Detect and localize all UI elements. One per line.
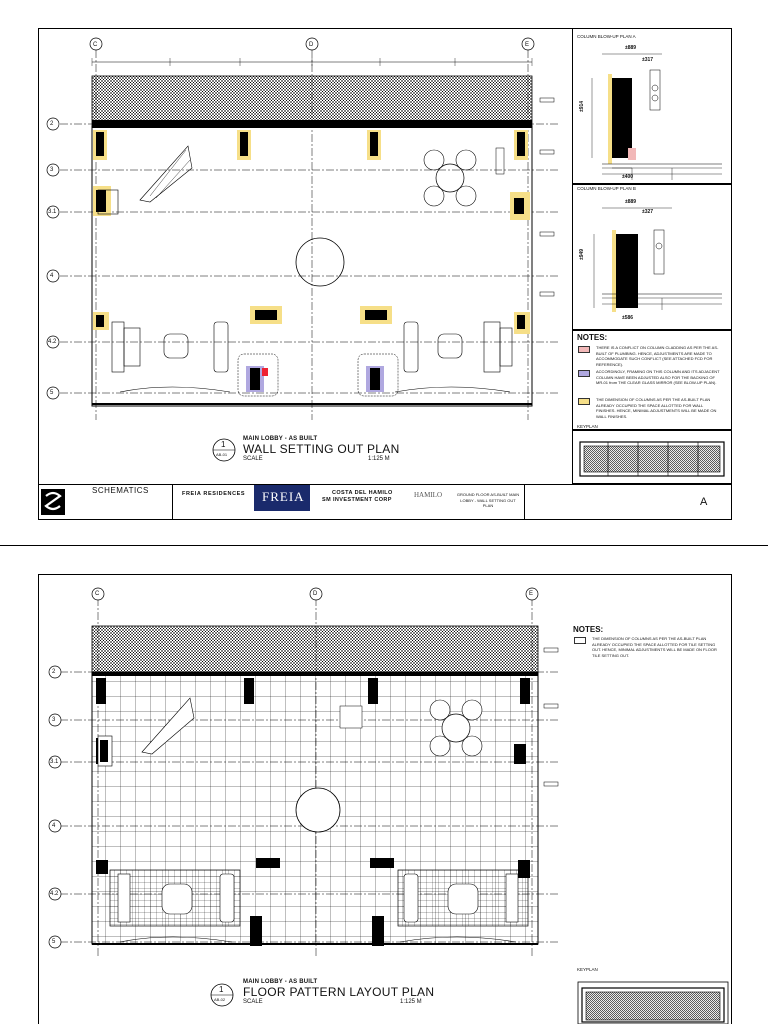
grid-row-label: 4 [52, 823, 56, 829]
sheet-letter: A [700, 496, 708, 508]
keyplan-drawing [578, 438, 726, 480]
blowup-a-title: COLUMN BLOW-UP PLAN A [577, 34, 636, 39]
grid-col-label: E [529, 591, 534, 597]
grid-row-label: 5 [50, 390, 54, 396]
grid-row-label: 3 [52, 717, 56, 723]
grid-row-label: 3.1 [48, 209, 57, 215]
grid-col-label: C [95, 591, 100, 597]
floor-pattern-plan-drawing [0, 546, 768, 1024]
hamilo-brand: HAMILO [414, 491, 442, 499]
plan-label: MAIN LOBBY - AS BUILT [243, 436, 318, 442]
plan-title: WALL SETTING OUT PLAN [243, 442, 400, 456]
grid-row-label: 2 [50, 121, 54, 127]
grid-row-label: 4 [50, 273, 54, 279]
note-swatch-pink [578, 346, 590, 353]
blowup-a-dim-side: ±914 [579, 100, 586, 113]
drawing-title-text: GROUND FLOOR AS-BUILT MAIN LOBBY - WALL SETTING OUT PLAN [456, 492, 520, 508]
grid-col-label: E [525, 42, 530, 48]
note-swatch-purple [578, 370, 590, 377]
note-swatch-yellow [578, 398, 590, 405]
client-line-2: SM INVESTMENT CORP [322, 497, 392, 503]
scale-value: 1:125 M [400, 999, 422, 1005]
note-text: THE DIMENSION OF COLUMNS AS PER THE AS-BUILT PLAN ALREADY OCCUPIED THE SPACE ALLOTTED FOR TILE SETTING OUT. HENCE, MINIMAL ADJUSTMENTS WILL BE MADE ON FLOOR TILE SETTING OUT. [592, 636, 717, 658]
grid-col-label: D [309, 42, 314, 48]
badge-code: AB-02 [214, 997, 226, 1002]
blowup-b-title: COLUMN BLOW-UP PLAN B [577, 186, 636, 191]
client-line-1: COSTA DEL HAMILO [332, 490, 393, 496]
grid-row-label: 5 [52, 939, 56, 945]
note-text: THE DIMENSION OF COLUMNS AS PER THE AS-BUILT PLAN ALREADY OCCUPIED THE SPACE ALLOTTED FOR WALL FINISHES. HENCE, MINIMAL ADJUSTMENTS WILL BE MADE ON WALL FINISHES. [596, 397, 717, 419]
keyplan-label: KEYPLAN [577, 424, 598, 429]
scale-label: SCALE [243, 456, 263, 462]
badge-code: AB-01 [216, 452, 228, 457]
plan-title: FLOOR PATTERN LAYOUT PLAN [243, 985, 435, 999]
note-swatch [574, 637, 586, 644]
blowup-b-dim-bot: ±586 [622, 315, 634, 321]
note-text: ACCORDINGLY, FRAMING ON THIS COLUMN AND ITS ADJACENT COLUMN HAVE BEEN ADJUSTED ALSO FOR THE BACKING OF MR-01 from THE CLEAR GLASS MIRROR (SEE BLOW-UP PLAN). [596, 369, 720, 385]
grid-row-label: 4.2 [50, 891, 59, 897]
schematics-logo-icon [40, 488, 66, 516]
scale-value: 1:125 M [368, 456, 390, 462]
notes-title: NOTES: [573, 625, 604, 634]
blowup-a-dim-bot: ±400 [622, 174, 634, 180]
freia-brand: FREIA [262, 489, 305, 504]
blowup-b-dim-side: ±949 [579, 248, 586, 261]
scale-label: SCALE [243, 999, 263, 1005]
project-name: FREIA RESIDENCES [182, 491, 246, 497]
blowup-a-dim-top: ±889 [625, 45, 637, 51]
grid-row-label: 3.1 [50, 759, 59, 765]
grid-col-label: D [313, 591, 318, 597]
grid-row-label: 4.2 [48, 339, 57, 345]
grid-col-label: C [93, 42, 98, 48]
notes-title: NOTES: [577, 333, 608, 342]
keyplan-label: KEYPLAN [577, 967, 598, 972]
note-text: THERE IS A CONFLICT ON COLUMN CLADDING AS PER THE AS-BUILT OF PLUMBING. HENCE, ADJUSTMENTS ARE MADE TO ACCOMMODATE SUCH CONFLICT (SEE ATTACHED FCD FOR REFERENCE). [596, 345, 719, 367]
blowup-b-dim-sub: ±327 [642, 209, 654, 215]
sheet-ab02 [0, 546, 768, 1024]
blowup-a-dim-sub: ±317 [642, 57, 654, 63]
blowup-b-dim-top: ±889 [625, 199, 637, 205]
badge-number: 1 [219, 985, 224, 994]
plan-label: MAIN LOBBY - AS BUILT [243, 979, 318, 985]
grid-row-label: 2 [52, 669, 56, 675]
title-block-divider [172, 484, 173, 520]
grid-row-label: 3 [50, 167, 54, 173]
firm-name: SCHEMATICS [92, 486, 149, 495]
badge-number: 1 [221, 440, 226, 449]
blowup-b-drawing [572, 184, 732, 330]
